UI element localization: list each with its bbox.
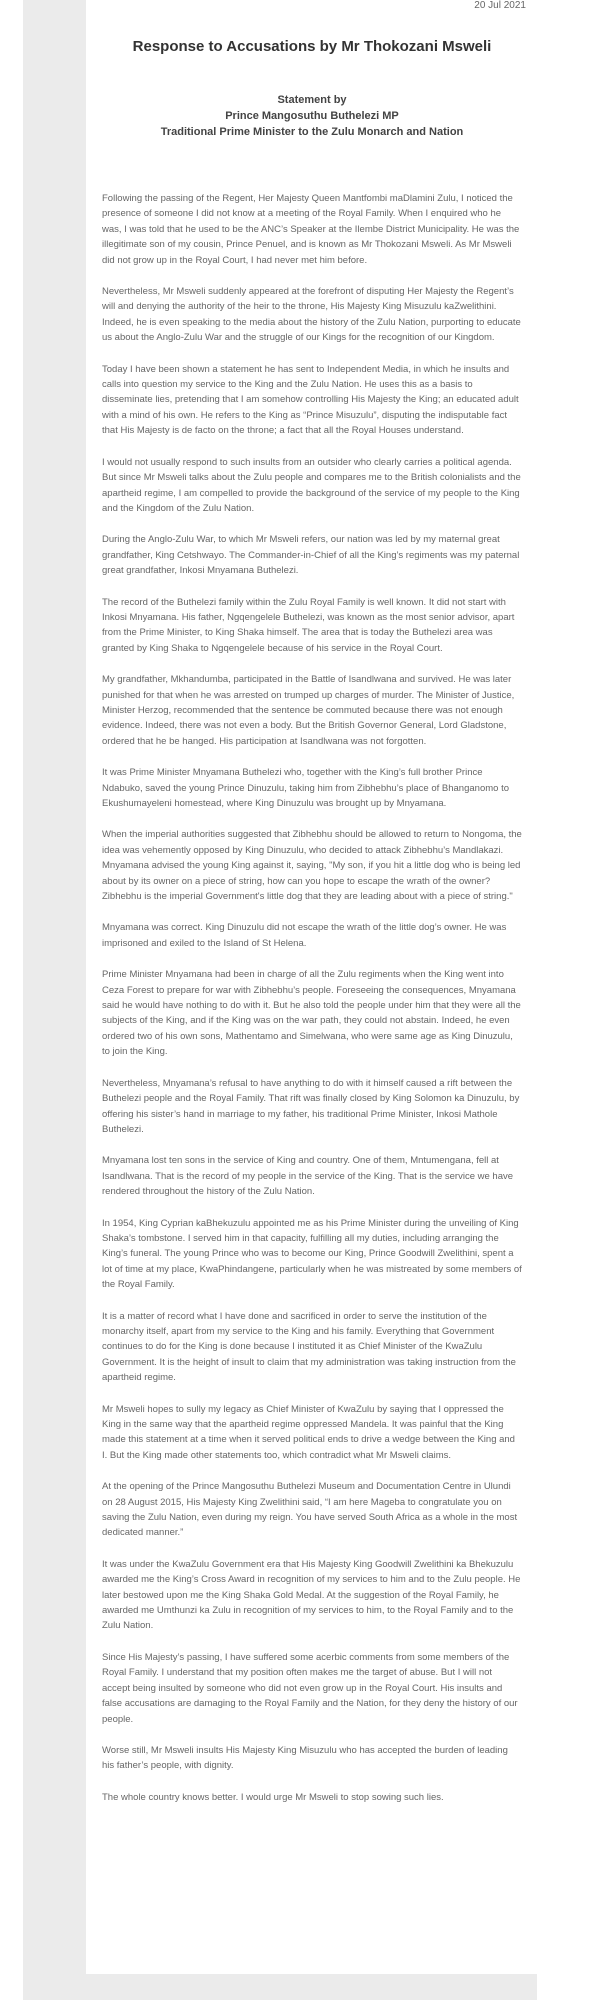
paragraph: It is a matter of record what I have done and sacrificed in order to serve the institution of the monarchy itself, apart from my service to the King and his family. Everything that Government continues to do for the King is done because I instituted it as Chief Minister of the KwaZulu Government. It is the height of insult to claim that my administration was taking instruction from the apartheid regime. [102,1310,516,1384]
paragraph: When the imperial authorities suggested that Zibhebhu should be allowed to return to Nongoma, the idea was vehemently opposed by King Dinuzulu, who decided to attack Zibhebhu’s Mandlakazi. Mnyamana advised the young King against it, saying, "My son, if you hit a little dog who is being led about by its owner on a piece of string, how can you hope to escape the wrath of the owner? Zibhebhu is the imperial Government's little dog that they are leading about with a piece of string." [102,829,522,903]
article-card [86,0,538,1974]
paragraph: At the opening of the Prince Mangosuthu Buthelezi Museum and Documentation Centre in Ulundi on 28 August 2015, His Majesty King Zwelithini said, “I am here Mageba to congratulate you on saving the Zulu Nation, even during my reign. You have served South Africa as a whole in the most dedicated manner.” [102,1481,518,1539]
paragraph: In 1954, King Cyprian kaBhekuzulu appointed me as his Prime Minister during the unveiling of King Shaka’s tombstone. I served him in that capacity, fulfilling all my duties, including arranging the King’s funeral. The young Prince who was to become our King, Prince Goodwill Zwelithini, spent a lot of time at my place, KwaPhindangene, particularly when he was mistreated by some members of the Royal Family. [102,1217,522,1291]
paragraph: My grandfather, Mkhandumba, participated in the Battle of Isandlwana and survived. He was later punished for that when he was arrested on trumped up charges of murder. The Minister of Justice, Minister Herzog, recommended that the sentence be commuted because there was not enough evidence. Indeed, there was not even a body. But the British Governor General, Lord Gladstone, ordered that he be hanged. His participation at Isandlwana was not forgotten. [102,674,515,747]
paragraph: The record of the Buthelezi family within the Zulu Royal Family is well known. It did not start with Inkosi Mnyamana. His father, Ngqengelele Buthelezi, was known as the most senior advisor, apart from the Prime Minister, to King Shaka himself. The area that is today the Buthelezi area was granted by King Shaka to Ngqengelele because of his service in the Royal Court. [102,596,515,654]
paragraph: It was Prime Minister Mnyamana Buthelezi who, together with the King’s full brother Prince Ndabuko, saved the young Prince Dinuzulu, taking him from Zibhebhu’s place of Bhanganomo to Ekushumayeleni homestead, where King Dinuzulu was brought up by Mnyamana. [102,767,509,809]
paragraph: I would not usually respond to such insults from an outsider who clearly carries a political agenda. But since Mr Msweli talks about the Zulu people and compares me to the British colonialists and the apartheid regime, I am compelled to provide the background of the service of my people to the King and the Kingdom of the Zulu Nation. [102,456,521,514]
paragraph: The whole country knows better. I would urge Mr Msweli to stop sowing such lies. [102,1791,444,1803]
paragraph: Nevertheless, Mr Msweli suddenly appeared at the forefront of disputing Her Majesty the Regent’s will and denying the authority of the heir to the throne, His Majesty King Misuzulu kaZwelithini. Indeed, he is even speaking to the media about the history of the Zulu Nation, purporting to educate us about the Anglo-Zulu War and the struggle of our Kings for the recognition of our Kingdom. [102,286,521,344]
statement-by: Statement by [277,94,347,106]
paragraph: It was under the KwaZulu Government era that His Majesty King Goodwill Zwelithini ka Bhekuzulu awarded me the King’s Cross Award in recognition of my services to him and to the Zulu people. He later bestowed upon me the King Shaka Gold Medal. At the suggestion of the Royal Family, he awarded me Umthunzi ka Zulu in recognition of my services to him, to the Royal Family and to the Zulu Nation. [102,1558,521,1632]
paragraph: Following the passing of the Regent, Her Majesty Queen Mantfombi maDlamini Zulu, I noticed the presence of someone I did not know at a meeting of the Royal Family. When I enquired who he was, I was told that he used to be the ANC’s Speaker at the Ilembe District Municipality. He was the illegitimate son of my cousin, Prince Penuel, and is known as Mr Thokozani Msweli. As Mr Msweli did not grow up in the Royal Court, I had never met him before. [102,193,520,266]
paragraph: Mnyamana lost ten sons in the service of King and country. One of them, Mntumengana, fell at Isandlwana. That is the record of my people in the service of the King. That is the service we have rendered throughout the history of the Zulu Nation. [102,1155,514,1198]
paragraph: Mnyamana was correct. King Dinuzulu did not escape the wrath of the little dog’s owner. He was imprisoned and exiled to the Island of St Helena. [102,922,507,949]
publish-date: 20 Jul 2021 [474,0,526,11]
paragraph: Nevertheless, Mnyamana’s refusal to have anything to do with it himself caused a rift between the Buthelezi people and the Royal Family. That rift was finally closed by King Solomon ka Dinuzulu, by offering his sister’s hand in marriage to my father, his traditional Prime Minister, Inkosi Mathole Buthelezi. [102,1077,520,1135]
article-body [102,191,522,1821]
statement-author-title: Traditional Prime Minister to the Zulu Monarch and Nation [160,126,464,138]
paragraph: Worse still, Mr Msweli insults His Majesty King Misuzulu who has accepted the burden of leading his father’s people, with dignity. [102,1744,508,1772]
paragraph: During the Anglo-Zulu War, to which Mr Msweli refers, our nation was led by my maternal great grandfather, King Cetshwayo. The Commander-in-Chief of all the King’s regiments was my paternal great grandfather, Inkosi Mnyamana Buthelezi. [102,534,520,577]
paragraph: Since His Majesty’s passing, I have suffered some acerbic comments from some members of the Royal Family. I understand that my position often makes me the target of abuse. But I will not accept being insulted by someone who did not even grow up in the Royal Court. His insults and false accusations are damaging to the Royal Family and the Nation, for they deny the history of our people. [102,1651,518,1725]
statement-header [86,92,538,140]
paragraph: Mr Msweli hopes to sully my legacy as Chief Minister of KwaZulu by saying that I oppressed the King in the same way that the apartheid regime oppressed Mandela. It was painful that the King made this statement at a time when it served political ends to drive a wedge between the King and I. But the King made other statements too, which contradict what Mr Msweli claims. [102,1403,515,1461]
paragraph: Today I have been shown a statement he has sent to Independent Media, in which he insults and calls into question my service to the King and the Zulu Nation. He uses this as a basis to disseminate lies, pretending that I am somehow controlling His Majesty the King; an educated adult with a mind of his own. He refers to the King as “Prince Misuzulu”, disputing the indisputable fact that His Majesty is de facto on the throne; a fact that all the Royal Houses understand. [102,363,519,437]
statement-author: Prince Mangosuthu Buthelezi MP [225,110,399,122]
article-title: Response to Accusations by Mr Thokozani Msweli [132,38,492,55]
paragraph: Prime Minister Mnyamana had been in charge of all the Zulu regiments when the King went into Ceza Forest to prepare for war with Zibhebhu’s people. Foreseeing the consequences, Mnyamana said he would have nothing to do with it. But he also told the people under him that they were all the subjects of the King, and if the King was on the war path, they could not abstain. Indeed, he even ordered two of his own sons, Mathentamo and Simelwana, who were same age as King Dinuzulu, to join the King. [102,969,521,1058]
